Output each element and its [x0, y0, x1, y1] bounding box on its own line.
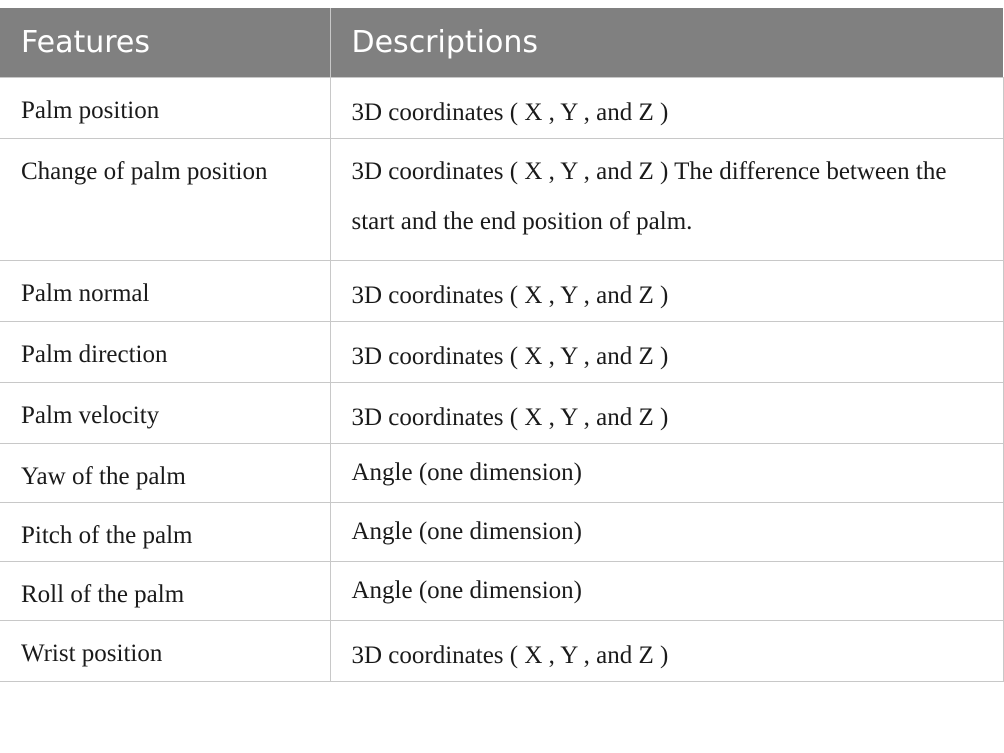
table-row	[0, 260, 1003, 321]
feature-cell: Wrist position	[0, 620, 330, 681]
description-cell: Angle (one dimension)	[330, 443, 1003, 502]
description-cell: 3D coordinates ( X , Y , and Z )	[330, 77, 1003, 138]
feature-cell: Roll of the palm	[0, 561, 330, 620]
table-row	[0, 620, 1003, 681]
feature-cell: Palm position	[0, 77, 330, 138]
table-row	[0, 321, 1003, 382]
description-cell: 3D coordinates ( X , Y , and Z )	[330, 620, 1003, 681]
table-row	[0, 443, 1003, 502]
table-row	[0, 138, 1003, 260]
description-cell: 3D coordinates ( X , Y , and Z )	[330, 382, 1003, 443]
feature-cell: Palm direction	[0, 321, 330, 382]
features-table	[0, 8, 1004, 682]
table-row	[0, 561, 1003, 620]
description-cell: 3D coordinates ( X , Y , and Z ) The difference between the start and the end position of palm.	[330, 138, 1003, 260]
table-row	[0, 502, 1003, 561]
description-cell: Angle (one dimension)	[330, 561, 1003, 620]
header-descriptions: Descriptions	[330, 8, 1003, 77]
table-header-row	[0, 8, 1003, 77]
feature-cell: Palm normal	[0, 260, 330, 321]
description-cell: 3D coordinates ( X , Y , and Z )	[330, 321, 1003, 382]
feature-cell: Yaw of the palm	[0, 443, 330, 502]
description-cell: Angle (one dimension)	[330, 502, 1003, 561]
feature-cell: Pitch of the palm	[0, 502, 330, 561]
feature-cell: Palm velocity	[0, 382, 330, 443]
table-row	[0, 382, 1003, 443]
description-cell: 3D coordinates ( X , Y , and Z )	[330, 260, 1003, 321]
header-features: Features	[0, 8, 330, 77]
feature-cell: Change of palm position	[0, 138, 330, 260]
table-row	[0, 77, 1003, 138]
